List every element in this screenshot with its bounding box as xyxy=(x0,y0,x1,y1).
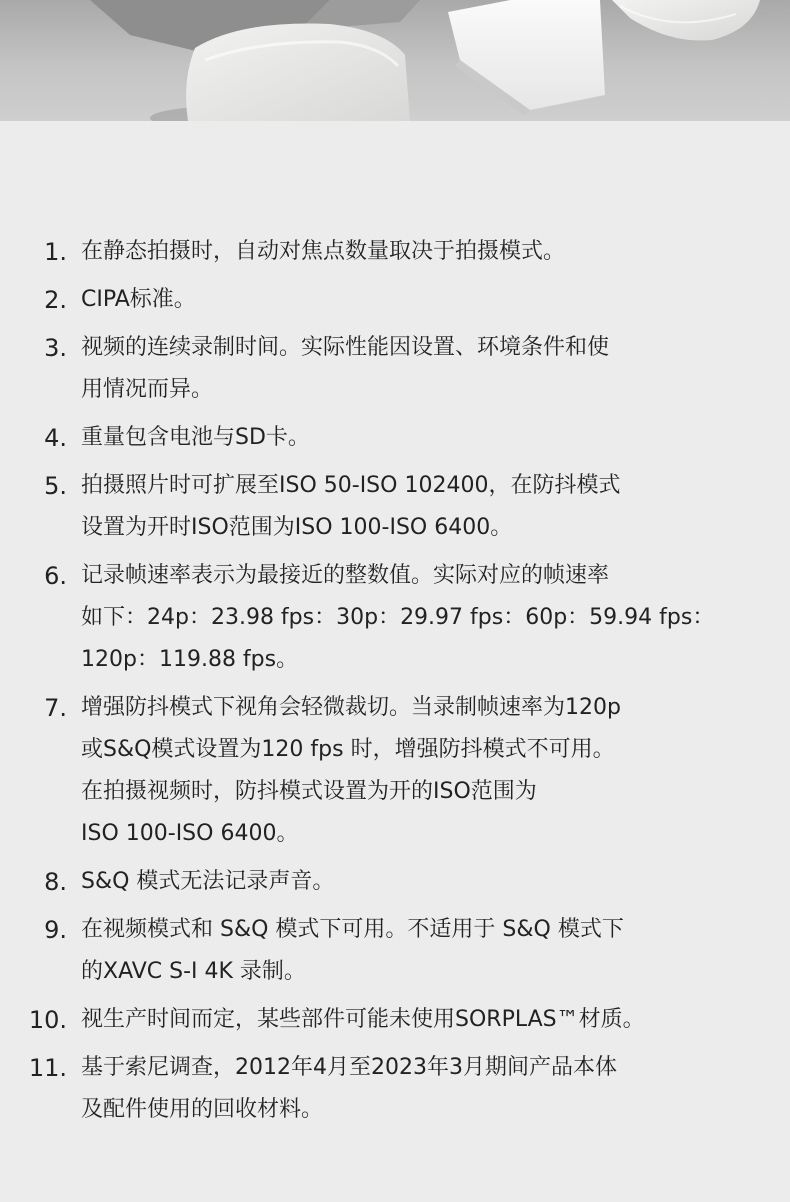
footnote-text: 设置为开时ISO范围为ISO 100-ISO 6400。 xyxy=(81,515,513,540)
footnote-text: 拍摄照片时可扩展至ISO 50-ISO 102400，在防抖模式 xyxy=(81,473,621,498)
footnote-number: 7. xyxy=(44,694,67,722)
middle-sachet xyxy=(448,0,605,110)
footnote-text: 增强防抖模式下视角会轻微裁切。当录制帧速率为120p xyxy=(81,695,621,720)
footnote-number: 10. xyxy=(28,1006,67,1034)
footnote xyxy=(0,909,790,993)
footnote-text: 视生产时间而定，某些部件可能未使用SORPLAS™材质。 xyxy=(81,1007,645,1032)
footnote-text: 及配件使用的回收材料。 xyxy=(81,1097,324,1122)
footnote xyxy=(0,1047,790,1131)
footnote-number: 5. xyxy=(44,472,67,500)
footnote xyxy=(0,999,790,1041)
footnote-number: 9. xyxy=(44,916,67,944)
footnote xyxy=(0,231,790,273)
footnote xyxy=(0,417,790,459)
footnote-number: 3. xyxy=(44,334,67,362)
footnote xyxy=(0,861,790,903)
footnote xyxy=(0,687,790,855)
footnote-number: 4. xyxy=(44,424,67,452)
footnote-text: 基于索尼调查，2012年4月至2023年3月期间产品本体 xyxy=(81,1055,617,1080)
footnote-text: 如下：24p：23.98 fps：30p：29.97 fps：60p：59.94 fps： xyxy=(81,605,715,630)
footnote-text: 在拍摄视频时，防抖模式设置为开的ISO范围为 xyxy=(81,779,537,804)
footnote xyxy=(0,555,790,681)
footnote xyxy=(0,327,790,411)
footnote xyxy=(0,465,790,549)
footnote xyxy=(0,279,790,321)
footnote-number: 2. xyxy=(44,286,67,314)
footnote-text: 在静态拍摄时，自动对焦点数量取决于拍摄模式。 xyxy=(81,239,566,264)
footnote-text: ISO 100-ISO 6400。 xyxy=(81,821,299,846)
footnote-number: 11. xyxy=(28,1054,67,1082)
footnote-number: 8. xyxy=(44,868,67,896)
footnotes-list xyxy=(0,231,790,1137)
footnote-text: 在视频模式和 S&Q 模式下可用。不适用于 S&Q 模式下 xyxy=(81,917,624,942)
footnote-number: 6. xyxy=(44,562,67,590)
right-pouch xyxy=(612,0,760,41)
footnote-text: CIPA标准。 xyxy=(81,287,196,312)
footnote-text: 重量包含电池与SD卡。 xyxy=(81,425,310,450)
footnote-text: 的XAVC S-I 4K 录制。 xyxy=(81,959,306,984)
footnote-number: 1. xyxy=(44,238,67,266)
footnote-text: 用情况而异。 xyxy=(81,377,214,402)
footnote-text: 120p：119.88 fps。 xyxy=(81,647,299,672)
left-pouch xyxy=(186,24,410,122)
footnote-text: 视频的连续录制时间。实际性能因设置、环境条件和使 xyxy=(81,335,610,360)
footnote-text: 记录帧速率表示为最接近的整数值。实际对应的帧速率 xyxy=(81,563,610,588)
hero-photo xyxy=(0,0,790,121)
product-packaging-photo xyxy=(0,0,790,121)
footnote-text: 或S&Q模式设置为120 fps 时，增强防抖模式不可用。 xyxy=(81,737,615,762)
footnote-text: S&Q 模式无法记录声音。 xyxy=(81,869,335,894)
